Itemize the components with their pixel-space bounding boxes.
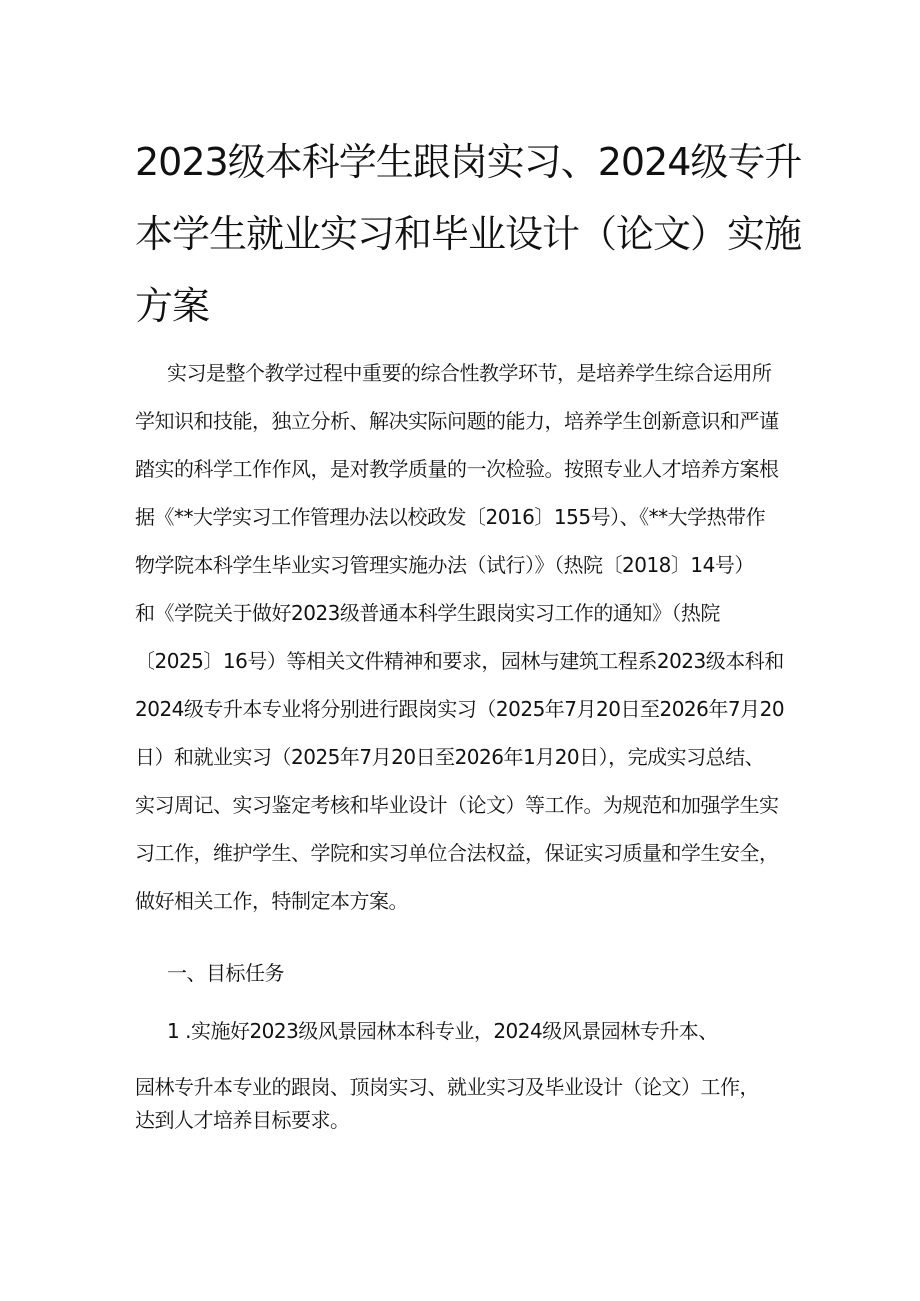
paragraph-line: 习工作，维护学生、学院和实习单位合法权益，保证实习质量和学生安全， bbox=[135, 841, 779, 865]
paragraph-line: 实习是整个教学过程中重要的综合性教学环节，是培养学生综合运用所 bbox=[167, 361, 772, 385]
section-heading: 一、目标任务 bbox=[167, 961, 284, 985]
paragraph-line: 〔2025〕16号）等相关文件精神和要求，园林与建筑工程系2023级本科和 bbox=[135, 649, 784, 673]
title-line: 方案 bbox=[135, 284, 210, 328]
paragraph-line: 日）和就业实习（2025年7月20日至2026年1月20日），完成实习总结、 bbox=[135, 745, 765, 769]
list-item-line: 园林专升本专业的跟岗、顶岗实习、就业实习及毕业设计（论文）工作， bbox=[135, 1075, 759, 1099]
document-title bbox=[135, 126, 802, 342]
list-item-line: 1 .实施好2023级风景园林本科专业，2024级风景园林专升本、 bbox=[167, 1019, 718, 1043]
title-line: 2023级本科学生跟岗实习、2024级专升 bbox=[135, 140, 802, 184]
paragraph-line: 学知识和技能，独立分析、解决实际问题的能力，培养学生创新意识和严谨 bbox=[135, 409, 779, 433]
paragraph-line: 和《学院关于做好2023级普通本科学生跟岗实习工作的通知》（热院 bbox=[135, 601, 720, 625]
paragraph-line: 据《**大学实习工作管理办法以校政发〔2016〕155号）、《**大学热带作 bbox=[135, 505, 766, 529]
paragraph-line: 做好相关工作，特制定本方案。 bbox=[135, 889, 408, 913]
paragraph-line: 2024级专升本专业将分别进行跟岗实习（2025年7月20日至2026年7月20 bbox=[135, 697, 785, 721]
paragraph-line: 实习周记、实习鉴定考核和毕业设计（论文）等工作。为规范和加强学生实 bbox=[135, 793, 779, 817]
list-item-line: 达到人才培养目标要求。 bbox=[135, 1108, 350, 1132]
paragraph-line: 踏实的科学工作作风，是对教学质量的一次检验。按照专业人才培养方案根 bbox=[135, 457, 779, 481]
title-line: 本学生就业实习和毕业设计（论文）实施 bbox=[135, 212, 802, 256]
paragraph-line: 物学院本科学生毕业实习管理实施办法（试行）》（热院〔2018〕14号） bbox=[135, 553, 754, 577]
